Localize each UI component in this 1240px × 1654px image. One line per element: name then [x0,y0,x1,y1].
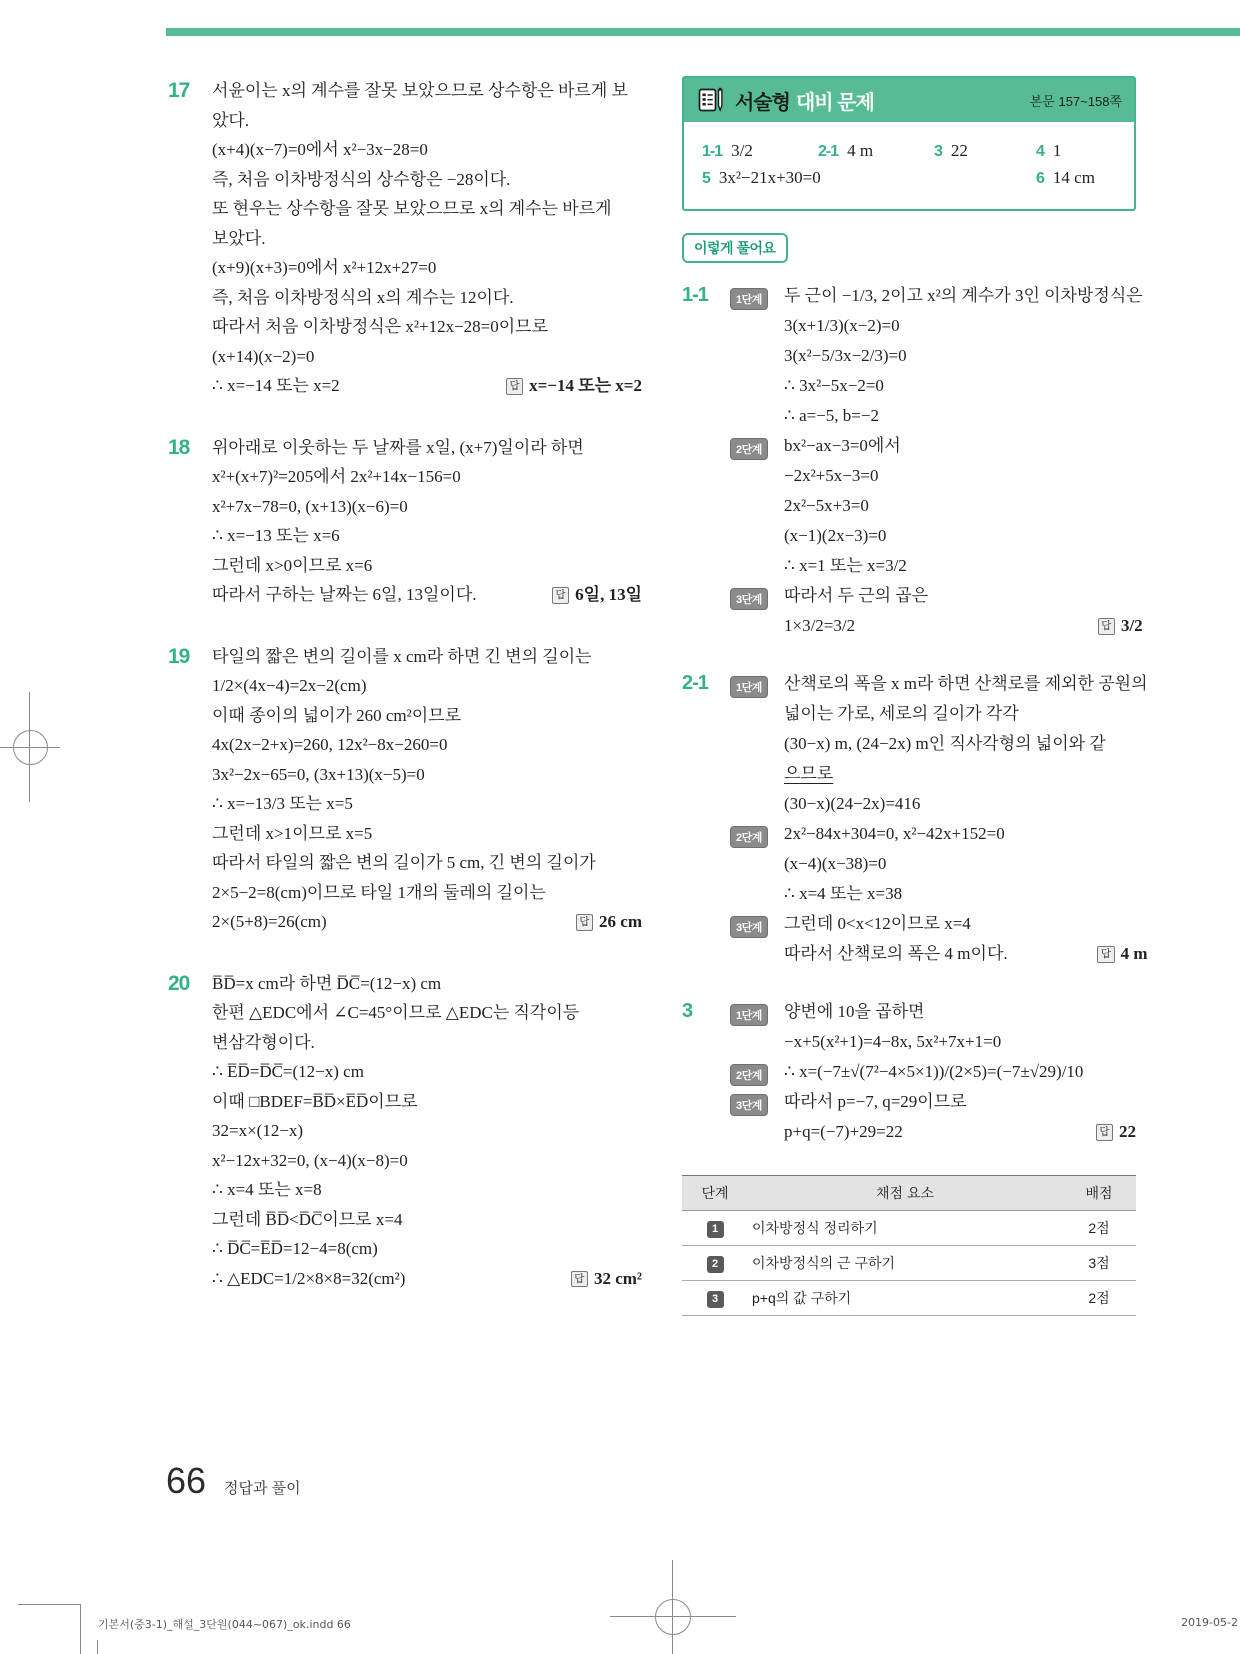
grading-points-cell: 3점 [1062,1246,1136,1281]
line-text: 3x²−2x−65=0, (3x+13)(x−5)=0 [212,764,425,784]
solution-line [784,431,1143,461]
step-number-badge: 1 [707,1221,724,1238]
solution-step [730,669,1148,819]
line-text: 3(x+1/3)(x−2)=0 [784,316,900,335]
answer-box-title-main: 서술형 [735,91,790,114]
grading-step-cell [682,1246,748,1281]
solution-line [212,1116,642,1146]
grading-header-row [682,1176,1136,1211]
step-badge-column [730,909,784,969]
line-text: (30−x) m, (24−2x) m인 직사각형의 넓이와 같 [784,734,1106,753]
answer-text: 3/2 [1120,616,1143,635]
solution-2-1 [682,669,1148,969]
answer-item-number: 5 [702,170,710,187]
answer-box-row [702,141,1116,161]
solution-step [730,1087,1136,1147]
grading-row [682,1211,1136,1246]
solution-line [784,401,1143,431]
print-date: 2019-05-2 [1181,1616,1238,1629]
solution-line [212,848,642,878]
crop-mark-corner-vertical-2 [97,1640,98,1654]
solution-line [784,669,1148,699]
answer [576,907,642,937]
answer-item-2-1 [818,141,934,161]
answer-box-body [684,122,1134,209]
grading-table [682,1175,1136,1316]
step-lines [784,669,1148,819]
line-text: (x−4)(x−38)=0 [784,854,887,873]
answer-icon: 답 [1097,946,1114,963]
solution-line [784,909,1148,939]
solution-line [212,312,642,342]
solution-line [212,165,642,195]
top-accent-bar [166,28,1240,36]
left-column [168,76,642,1325]
line-text: (x−1)(2x−3)=0 [784,526,887,545]
line-text: 두 근이 −1/3, 2이고 x²의 계수가 3인 이차방정식은 [784,286,1143,305]
solution-line [212,1234,642,1264]
solution-body [730,281,1143,641]
line-text: 4x(2x−2+x)=260, 12x²−8x−260=0 [212,735,448,754]
grading-step-cell [682,1211,748,1246]
line-text: 보았다. [212,228,266,248]
solution-line [212,969,642,999]
solution-line [784,491,1143,521]
solution-line [212,730,642,760]
registration-mark-bottom-circle [655,1599,691,1635]
solution-step [730,581,1143,641]
line-text: ∴ x=4 또는 x=8 [212,1180,322,1199]
answer-item-number: 6 [1036,170,1044,187]
line-text: 2×(5+8)=26(cm) [212,912,327,931]
answer-text: 6일, 13일 [575,585,642,604]
step-lines [784,909,1148,969]
step-lines [784,1087,1136,1147]
registration-mark-left-circle [13,730,48,765]
problem-body [212,76,642,401]
line-text: 2x²−84x+304=0, x²−42x+152=0 [784,824,1005,843]
line-text: 즉, 처음 이차방정식의 x의 계수는 12이다. [212,287,514,307]
solutions-container [682,281,1148,1147]
line-text: 즉, 처음 이차방정식의 상수항은 −28이다. [212,169,511,189]
print-filename: 기본서(중3-1)_해설_3단원(044~067)_ok.indd 66 [98,1618,351,1631]
line-text: ∴ x=4 또는 x=38 [784,884,903,903]
solution-line [784,341,1143,371]
step-badge: 1단계 [730,288,768,310]
solution-line [784,849,1148,879]
solution-line [212,106,642,136]
step-badge: 3단계 [730,1094,768,1116]
line-text: ∴ E̅D̅=D̅C̅=(12−x) cm [212,1062,364,1081]
solution-line [212,907,642,937]
answer-item-value: 22 [950,141,968,160]
grading-step-cell [682,1281,748,1316]
solution-step [730,431,1143,581]
line-text: (x+9)(x+3)=0에서 x²+12x+27=0 [212,258,437,277]
step-lines [784,997,1136,1057]
solution-line [212,789,642,819]
solution-line [212,642,642,672]
step-badge-column [730,581,784,641]
problem-body [212,642,642,937]
step-badge: 3단계 [730,588,768,610]
line-text: −2x²+5x−3=0 [784,466,879,485]
problem-number: 20 [168,971,190,995]
line-text: 넓이는 가로, 세로의 길이가 각각 [784,704,1019,723]
crop-mark-corner-horizontal [18,1604,80,1605]
step-lines [784,431,1143,581]
solution-line [212,878,642,908]
line-text: ∴ x=(−7±√(7²−4×5×1))/(2×5)=(−7±√29)/10 [784,1062,1084,1081]
line-text: ∴ x=−13 또는 x=6 [212,526,340,545]
solution-line [212,1175,642,1205]
answer-item-4 [1036,141,1061,161]
answer-item-value: 3/2 [731,141,753,160]
solution-line [784,311,1143,341]
line-text: ∴ D̅C̅=E̅D̅=12−4=8(cm) [212,1239,378,1258]
step-badge-column [730,431,784,581]
line-text: 2×5−2=8(cm)이므로 타일 1개의 둘레의 길이는 [212,882,546,902]
answer [1097,939,1147,969]
solution-number: 1-1 [682,284,708,306]
answer-item-number: 3 [934,143,942,160]
line-text: ∴ a=−5, b=−2 [784,406,879,425]
solution-line [212,760,642,790]
answer-icon: 답 [571,1271,588,1288]
line-text: ∴ 3x²−5x−2=0 [784,376,884,395]
solution-line [212,1057,642,1087]
solution-line [212,283,642,313]
answer-box-header [684,78,1134,122]
solution-line [212,194,642,224]
solution-line [784,1027,1136,1057]
step-badge-column [730,1057,784,1087]
grading-row [682,1281,1136,1316]
solution-line [212,1087,642,1117]
answer-item-number: 4 [1036,143,1044,160]
line-text: 또 현우는 상수항을 잘못 보았으므로 x의 계수는 바르게 [212,199,612,218]
grading-points-cell: 2점 [1062,1281,1136,1316]
answer [571,1264,642,1294]
answer-icon: 답 [1098,618,1115,635]
solution-line [212,701,642,731]
answer-text: 32 cm² [593,1268,642,1288]
line-text: p+q=(−7)+29=22 [784,1122,903,1141]
solution-line [212,433,642,463]
step-badge: 2단계 [730,438,768,460]
answer-item-value: 3x²−21x+30=0 [718,168,821,187]
line-text: x²+7x−78=0, (x+13)(x−6)=0 [212,496,408,516]
line-text: 따라서 두 근의 곱은 [784,586,929,605]
step-lines [784,281,1143,431]
solution-step [730,1057,1136,1087]
problem-body [212,433,642,610]
solution-line [784,1087,1136,1117]
answer-item-1-1 [702,141,818,161]
crop-mark-corner-vertical [80,1604,81,1654]
step-badge: 3단계 [730,916,768,938]
line-text: 그런데 x>0이므로 x=6 [212,555,373,575]
line-text: 양변에 10을 곱하면 [784,1002,925,1021]
step-badge-column [730,281,784,431]
step-lines [784,581,1143,641]
line-text: bx²−ax−3=0에서 [784,436,901,455]
line-text: 따라서 타일의 짧은 변의 길이가 5 cm, 긴 변의 길이가 [212,853,596,872]
answer-box-row [702,168,1116,188]
problem-number: 18 [168,435,190,459]
step-lines [784,1057,1136,1087]
line-text: B̅D̅=x cm라 하면 D̅C̅=(12−x) cm [212,973,442,993]
line-text: (30−x)(24−2x)=416 [784,794,921,813]
step-number-badge: 2 [707,1256,724,1273]
line-text: 따라서 p=−7, q=29이므로 [784,1092,967,1111]
line-text: 1×3/2=3/2 [784,616,856,635]
answer-box-page-ref: 본문 157~158쪽 [1029,93,1122,109]
solution-line [784,611,1143,641]
solution-step [730,819,1148,909]
answer-box-title [735,86,874,115]
answer-icon: 답 [576,914,593,931]
solution-line [212,819,642,849]
solution-line [212,224,642,254]
grading-header-c-crit: 채점 요소 [748,1176,1062,1211]
problem-number: 19 [168,644,190,668]
solution-body [730,997,1136,1147]
solution-line [212,1146,642,1176]
solution-line [784,581,1143,611]
howto-badge: 이렇게 풀어요 [682,233,788,263]
line-text: (x+14)(x−2)=0 [212,346,315,366]
solution-number: 3 [682,1000,693,1022]
answer-item-3 [934,141,1036,161]
solution-line [212,492,642,522]
step-badge-column [730,819,784,909]
line-text: 변삼각형이다. [212,1032,315,1052]
grading-table-head [682,1176,1136,1211]
line-text: 타일의 짧은 변의 길이를 x cm라 하면 긴 변의 길이는 [212,646,592,666]
problem-body [212,969,642,1294]
step-number-badge: 3 [707,1291,724,1308]
solution-line [212,521,642,551]
line-text: 산책로의 폭을 x m라 하면 산책로를 제외한 공원의 [784,674,1148,693]
solution-line [212,76,642,106]
answer [506,371,642,401]
page-number: 66 [166,1460,207,1501]
answer [1096,1117,1136,1147]
line-text: ∴ x=1 또는 x=3/2 [784,556,907,575]
problem-19 [168,642,642,937]
problem-17 [168,76,642,401]
answer-item-value: 14 cm [1052,168,1095,187]
answer-item-value: 1 [1052,141,1062,160]
answer-box [682,76,1136,211]
line-text: 32=x×(12−x) [212,1121,304,1140]
line-text: 으므로 [784,764,834,783]
answer-item-number: 1-1 [702,143,723,160]
answer-text: 4 m [1120,944,1148,963]
solution-line [784,521,1143,551]
solution-line [784,789,1148,819]
solution-line [212,998,642,1028]
grading-points-cell: 2점 [1062,1211,1136,1246]
line-text: 이때 □BDEF=B̅D̅×E̅D̅이므로 [212,1091,418,1111]
solution-line [784,1117,1136,1147]
solution-line [212,671,642,701]
solution-line [212,580,642,610]
line-text: 따라서 산책로의 폭은 4 m이다. [784,944,1008,963]
step-badge-column [730,669,784,819]
solution-line [784,939,1148,969]
step-badge: 2단계 [730,1064,768,1086]
answer-item-5 [702,168,1036,188]
step-badge: 1단계 [730,676,768,698]
answer-text: 22 [1119,1122,1136,1141]
answer-item-6 [1036,168,1095,188]
line-text: −x+5(x²+1)=4−8x, 5x²+7x+1=0 [784,1032,1002,1051]
solution-1-1 [682,281,1143,641]
line-text: x²−12x+32=0, (x−4)(x−8)=0 [212,1150,408,1170]
answer-icon: 답 [552,587,569,604]
line-text: x²+(x+7)²=205에서 2x²+14x−156=0 [212,467,461,486]
solution-line [212,253,642,283]
line-text: ∴ △EDC=1/2×8×8=32(cm²) [212,1268,406,1288]
answer-text: 26 cm [599,912,642,931]
solution-number: 2-1 [682,672,708,694]
line-text: ∴ x=−13/3 또는 x=5 [212,794,353,813]
line-text: 이때 종이의 넓이가 260 cm²이므로 [212,705,462,725]
line-text: 위아래로 이웃하는 두 날짜를 x일, (x+7)일이라 하면 [212,437,584,457]
answer-text: x=−14 또는 x=2 [529,376,642,395]
grading-criteria-cell: 이차방정식 정리하기 [748,1211,1062,1246]
page-footer [166,1460,301,1502]
line-text: 1/2×(4x−4)=2x−2(cm) [212,676,367,695]
step-lines [784,819,1148,909]
grading-header-c-pts: 배점 [1062,1176,1136,1211]
problem-20 [168,969,642,1294]
solution-step [730,997,1136,1057]
grading-row [682,1246,1136,1281]
answer-item-number: 2-1 [818,143,839,160]
line-text: 따라서 구하는 날짜는 6일, 13일이다. [212,585,477,604]
answer-icon: 답 [1096,1124,1113,1141]
note-pencil-icon [696,85,726,115]
line-text: 따라서 처음 이차방정식은 x²+12x−28=0이므로 [212,317,549,336]
solution-step [730,909,1148,969]
grading-table-body [682,1211,1136,1316]
solution-line [784,759,1148,789]
step-badge: 2단계 [730,826,768,848]
grading-criteria-cell: p+q의 값 구하기 [748,1281,1062,1316]
solution-line [212,462,642,492]
solution-3 [682,997,1136,1147]
grading-criteria-cell: 이차방정식의 근 구하기 [748,1246,1062,1281]
answer-box-title-sub: 대비 문제 [795,91,874,114]
solution-line [784,729,1148,759]
problem-18 [168,433,642,610]
solution-line [784,997,1136,1027]
solution-line [212,1205,642,1235]
solution-line [784,551,1143,581]
solution-line [784,699,1148,729]
line-text: 서윤이는 x의 계수를 잘못 보았으므로 상수항은 바르게 보 [212,81,628,100]
solution-line [212,371,642,401]
solution-line [212,551,642,581]
step-badge-column [730,1087,784,1147]
right-column [682,76,1148,1316]
answer [1098,611,1143,641]
solution-line [784,879,1148,909]
line-text: ∴ x=−14 또는 x=2 [212,376,340,395]
solution-line [784,819,1148,849]
solution-line [784,1057,1136,1087]
line-text: 그런데 B̅D̅<D̅C̅이므로 x=4 [212,1209,403,1229]
line-text: 2x²−5x+3=0 [784,496,869,515]
line-text: 한편 △EDC에서 ∠C=45°이므로 △EDC는 직각이등 [212,1003,580,1022]
solution-step [730,281,1143,431]
line-text: 3(x²−5/3x−2/3)=0 [784,346,907,365]
solution-line [784,461,1143,491]
step-badge-column [730,997,784,1057]
answer-item-value: 4 m [847,141,874,160]
solution-line [212,1264,642,1294]
grading-header-c-step: 단계 [682,1176,748,1211]
line-text: (x+4)(x−7)=0에서 x²−3x−28=0 [212,140,428,159]
solution-line [212,342,642,372]
solution-body [730,669,1148,969]
solution-line [212,1028,642,1058]
page-footer-label: 정답과 풀이 [224,1480,301,1497]
problem-number: 17 [168,79,190,102]
step-badge: 1단계 [730,1004,768,1026]
solution-line [212,135,642,165]
line-text: 그런데 x>1이므로 x=5 [212,823,373,843]
line-text: 그런데 0<x<12이므로 x=4 [784,914,971,933]
answer [552,580,642,610]
line-text: 았다. [212,110,250,130]
solution-line [784,281,1143,311]
answer-icon: 답 [506,378,523,395]
solution-line [784,371,1143,401]
